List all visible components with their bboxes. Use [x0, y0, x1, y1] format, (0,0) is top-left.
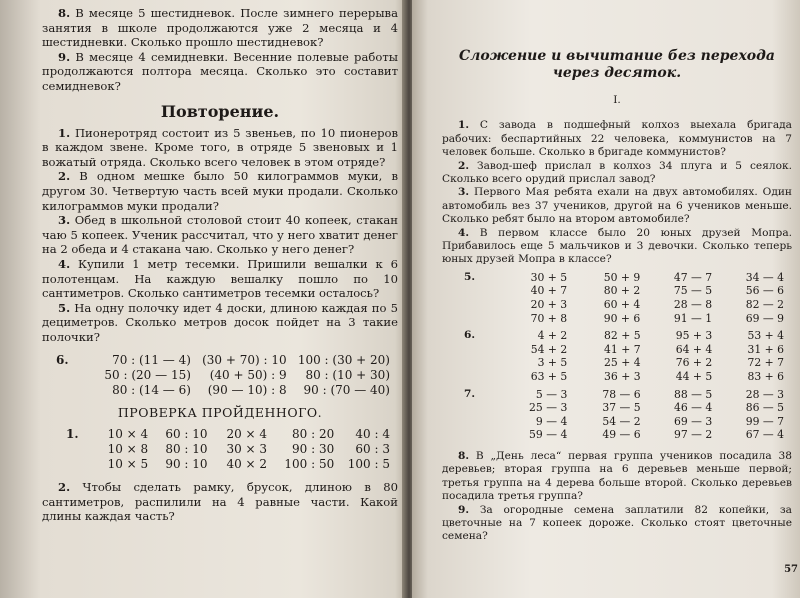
- exercise-cell: 100 : 5: [347, 457, 390, 472]
- exercise-cell: 60 + 4: [603, 298, 641, 312]
- problem-3: [442, 186, 792, 226]
- exercise-cell: 30 + 5: [530, 270, 568, 284]
- exercise-cell: 90 : 30: [292, 442, 335, 457]
- problem-text: Купили 1 метр тесемки. Пришили вешалки к 6 полотенцам. На каждую вешалку пошло по 10 сантиметров. Сколько сантиметров тесемки осталось?: [42, 256, 398, 301]
- exercise-cell: 9 — 4: [535, 414, 568, 428]
- problem-text: Завод-шеф прислал в колхоз 34 плуга и 5 сеялок. Сколько всего орудий прислал завод?: [442, 159, 792, 186]
- exercise-cell: 37 — 5: [602, 401, 641, 415]
- problem-text: Первого Мая ребята ехали на двух автомобилях. Один автомобиль вез 37 учеников, другой на 6 учеников меньше. Сколько ребят было на втором автомобиле?: [442, 186, 792, 226]
- problem-text: Пионеротряд состоит из 5 звеньев, по 10 пионеров в каждом звене. Кроме того, в отряде 5 звеновых и 1 вожатый отряда. Сколько всего человек в этом отряде?: [42, 125, 398, 169]
- problem-1: [442, 119, 792, 159]
- exercise-cell: 88 — 5: [674, 387, 713, 401]
- exercise-cell: 10 × 5: [107, 457, 149, 472]
- exercise-cell: 78 — 6: [602, 387, 641, 401]
- problem-text: В первом классе было 20 юных друзей Мопра. Прибавилось еще 5 мальчиков и 3 девочки. Сколько теперь юных друзей Мопра в классе?: [442, 226, 792, 266]
- problem-text: С завода в подшефный колхоз выехала бригада рабочих: беспартийных 22 человека, коммунистов на 7 человек больше. Сколько в бригаде коммунистов?: [442, 119, 792, 159]
- problem-number: 2.: [58, 480, 71, 495]
- problem-text: Чтобы сделать рамку, брусок, длиною в 80 сантиметров, распилили на 4 равные части. Какой длины каждая часть?: [42, 480, 399, 524]
- exercise-cell: 31 + 6: [747, 342, 784, 356]
- exercise-cell: 70 + 8: [530, 311, 568, 325]
- problem-text: Обед в школьной столовой стоит 40 копеек, стакан чаю 5 копеек. Ученик рассчитал, что у него хватит денег на 2 обеда и 4 стакана чаю. Сколько у него денег?: [42, 213, 398, 257]
- exercise-row: [510, 388, 792, 402]
- exercise-cell: 63 + 5: [530, 370, 568, 384]
- exercise-cell: 80 : 20: [292, 427, 335, 442]
- exercise-label: 6.: [464, 329, 476, 342]
- exercise-6-table: [103, 353, 398, 398]
- check-exercise-1: [42, 427, 398, 472]
- problem-4: [42, 257, 398, 301]
- exercise-cell: 69 — 9: [745, 311, 784, 325]
- exercise-cell: 47 — 7: [673, 270, 713, 284]
- exercise-row: [510, 343, 792, 357]
- problem-number: 3.: [458, 186, 470, 199]
- problem-number: 5.: [58, 300, 71, 315]
- problem-8: [442, 450, 792, 504]
- problem-text: За огородные семена заплатили 82 копейки, за цветочные на 7 копеек дороже. Сколько стоят цветочные семена?: [442, 503, 792, 543]
- exercise-cell: 99 — 7: [745, 414, 784, 428]
- exercise-cell: 41 + 7: [604, 342, 641, 356]
- exercise-row: [510, 428, 792, 442]
- exercise-cell: 67 — 4: [745, 428, 784, 442]
- exercise-label: 5.: [464, 270, 476, 283]
- exercise-cell: 4 + 2: [537, 329, 568, 343]
- right-page: [412, 0, 800, 598]
- exercise-row: [103, 353, 398, 368]
- exercise-cell: 20 × 4: [226, 427, 268, 442]
- exercise-cell: 75 — 5: [673, 284, 713, 298]
- exercise-cell: 34 — 4: [745, 270, 784, 284]
- exercise-cell: 53 + 4: [747, 329, 784, 343]
- exercise-row: [510, 370, 792, 384]
- problem-number: 8.: [458, 450, 470, 462]
- exercise-cell: 90 : 10: [165, 457, 208, 472]
- exercise-6-table: [510, 329, 792, 383]
- exercise-label: 6.: [56, 353, 69, 368]
- exercise-cell: 3 + 5: [537, 356, 568, 370]
- check-title: ПРОВЕРКА ПРОЙДЕННОГО.: [117, 405, 323, 421]
- exercise-cell: 86 — 5: [745, 401, 784, 415]
- exercise-cell: 100 : 50: [284, 457, 335, 472]
- exercise-cell: 80 + 2: [603, 284, 641, 298]
- exercise-cell: 46 — 4: [674, 401, 713, 415]
- exercise-cell: 90 + 6: [603, 311, 641, 325]
- section-title: Повторение.: [160, 101, 280, 121]
- exercise-cell: 60 : 3: [355, 442, 390, 457]
- problem-text: В месяце 4 семидневки. Весенние полевые работы продолжаются полтора месяца. Сколько это составит семидневок?: [42, 49, 398, 93]
- exercise-cell: 49 — 6: [602, 428, 641, 442]
- exercise-row: [100, 427, 398, 442]
- problem-number: 4.: [458, 226, 470, 239]
- exercise-cell: 40 + 7: [530, 284, 568, 298]
- exercise-cell: 36 + 3: [604, 370, 641, 384]
- problem-3: [42, 213, 398, 257]
- problem-number: 2.: [58, 169, 71, 184]
- exercise-cell: 95 + 3: [675, 329, 713, 343]
- check-exercise-1-table: [100, 427, 398, 472]
- exercise-cell: 72 + 7: [747, 356, 784, 370]
- problem-9: [42, 50, 398, 94]
- problem-number: 8.: [58, 6, 71, 20]
- exercise-cell: 56 — 6: [745, 284, 784, 298]
- exercise-cell: (90 — 10) : 8: [207, 383, 287, 398]
- exercise-cell: 50 + 9: [603, 270, 641, 284]
- problem-1: [42, 126, 398, 170]
- problem-2: [442, 160, 792, 187]
- exercise-5: [442, 271, 792, 325]
- exercise-cell: 82 — 2: [745, 298, 784, 312]
- exercise-label: 7.: [464, 387, 476, 400]
- problem-number: 4.: [58, 256, 71, 271]
- exercise-cell: 59 — 4: [529, 428, 568, 442]
- exercise-cell: 80 : 10: [165, 442, 208, 457]
- exercise-cell: 64 + 4: [675, 342, 713, 356]
- exercise-cell: 70 : (11 — 4): [112, 353, 191, 368]
- problem-2: [42, 169, 398, 213]
- exercise-row: [103, 368, 398, 383]
- exercise-row: [103, 383, 398, 398]
- problem-number: 2.: [458, 159, 470, 172]
- exercise-cell: 10 × 4: [107, 427, 149, 442]
- exercise-cell: 54 + 2: [530, 342, 568, 356]
- problem-4: [442, 227, 792, 267]
- exercise-6: [442, 329, 792, 383]
- page-number: 57: [784, 563, 798, 575]
- exercise-cell: 25 — 3: [529, 401, 568, 415]
- exercise-cell: 30 × 3: [226, 442, 268, 457]
- exercise-row: [510, 401, 792, 415]
- exercise-cell: 69 — 3: [674, 414, 713, 428]
- problem-text: В месяце 5 шестидневок. После зимнего перерыва занятия в школе продолжаются уже 2 месяца и 4 шестидневки. Сколько прошло шестидневок?: [42, 6, 398, 50]
- problem-8: [42, 6, 398, 50]
- exercise-cell: 28 — 3: [745, 387, 784, 401]
- exercise-cell: 60 : 10: [165, 427, 208, 442]
- exercise-cell: 50 : (20 — 15): [104, 368, 191, 383]
- exercise-7-table: [510, 388, 792, 442]
- problem-5: [42, 301, 398, 345]
- review-problems: [42, 126, 398, 345]
- exercise-cell: 28 — 8: [673, 298, 713, 312]
- problem-number: 1.: [458, 119, 470, 132]
- exercise-6: [42, 353, 398, 398]
- exercise-7: [442, 388, 792, 442]
- exercise-cell: 5 — 3: [535, 387, 568, 401]
- exercise-row: [510, 329, 792, 343]
- problem-number: 3.: [58, 213, 71, 228]
- exercise-cell: (40 + 50) : 9: [209, 368, 287, 383]
- problem-number: 1.: [58, 125, 71, 140]
- exercise-cell: 20 + 3: [530, 298, 568, 312]
- problem-text: На одну полочку идет 4 доски, длиною каждая по 5 дециметров. Сколько метров досок пойдет на 3 такие полочки?: [42, 300, 399, 344]
- exercise-label: 1.: [66, 427, 79, 442]
- section-title: Сложение и вычитание без перехода через десяток.: [459, 48, 775, 81]
- exercise-cell: 40 × 2: [226, 457, 268, 472]
- exercise-cell: 44 + 5: [675, 370, 713, 384]
- section-number: I.: [613, 94, 621, 106]
- check-problem-2: [42, 480, 398, 524]
- problem-text: В „День леса“ первая группа учеников посадила 38 деревьев; вторая группа на 6 деревьев меньше первой; третья группа на 4 дерева больше второй. Сколько деревьев посадила третья группа?: [442, 450, 792, 503]
- exercise-cell: 54 — 2: [602, 414, 641, 428]
- problem-text: В одном мешке было 50 килограммов муки, в другом 30. Четвертую часть всей муки продали. Сколько килограммов муки продали?: [42, 169, 399, 213]
- exercise-cell: 90 : (70 — 40): [303, 383, 390, 398]
- exercise-cell: 91 — 1: [673, 311, 713, 325]
- exercise-cell: 80 : (14 — 6): [112, 383, 191, 398]
- exercise-row: [510, 298, 792, 312]
- exercise-row: [510, 284, 792, 298]
- problem-number: 9.: [58, 49, 71, 64]
- exercise-row: [510, 312, 792, 326]
- exercise-row: [510, 271, 792, 285]
- exercise-cell: (30 + 70) : 10: [202, 353, 287, 368]
- exercise-row: [510, 415, 792, 429]
- exercise-row: [510, 356, 792, 370]
- exercise-cell: 10 × 8: [107, 442, 149, 457]
- exercise-cell: 97 — 2: [674, 428, 713, 442]
- exercise-cell: 25 + 4: [604, 356, 641, 370]
- exercise-5-table: [510, 271, 792, 325]
- exercise-row: [100, 457, 398, 472]
- exercise-cell: 100 : (30 + 20): [297, 353, 390, 368]
- exercise-cell: 76 + 2: [675, 356, 713, 370]
- exercise-cell: 82 + 5: [604, 329, 641, 343]
- exercise-cell: 80 : (10 + 30): [305, 368, 390, 383]
- exercise-cell: 40 : 4: [355, 427, 390, 442]
- problem-9: [442, 504, 792, 544]
- exercise-cell: 83 + 6: [747, 370, 784, 384]
- addition-problems: [442, 119, 792, 266]
- problem-number: 9.: [458, 503, 470, 516]
- exercise-row: [100, 442, 398, 457]
